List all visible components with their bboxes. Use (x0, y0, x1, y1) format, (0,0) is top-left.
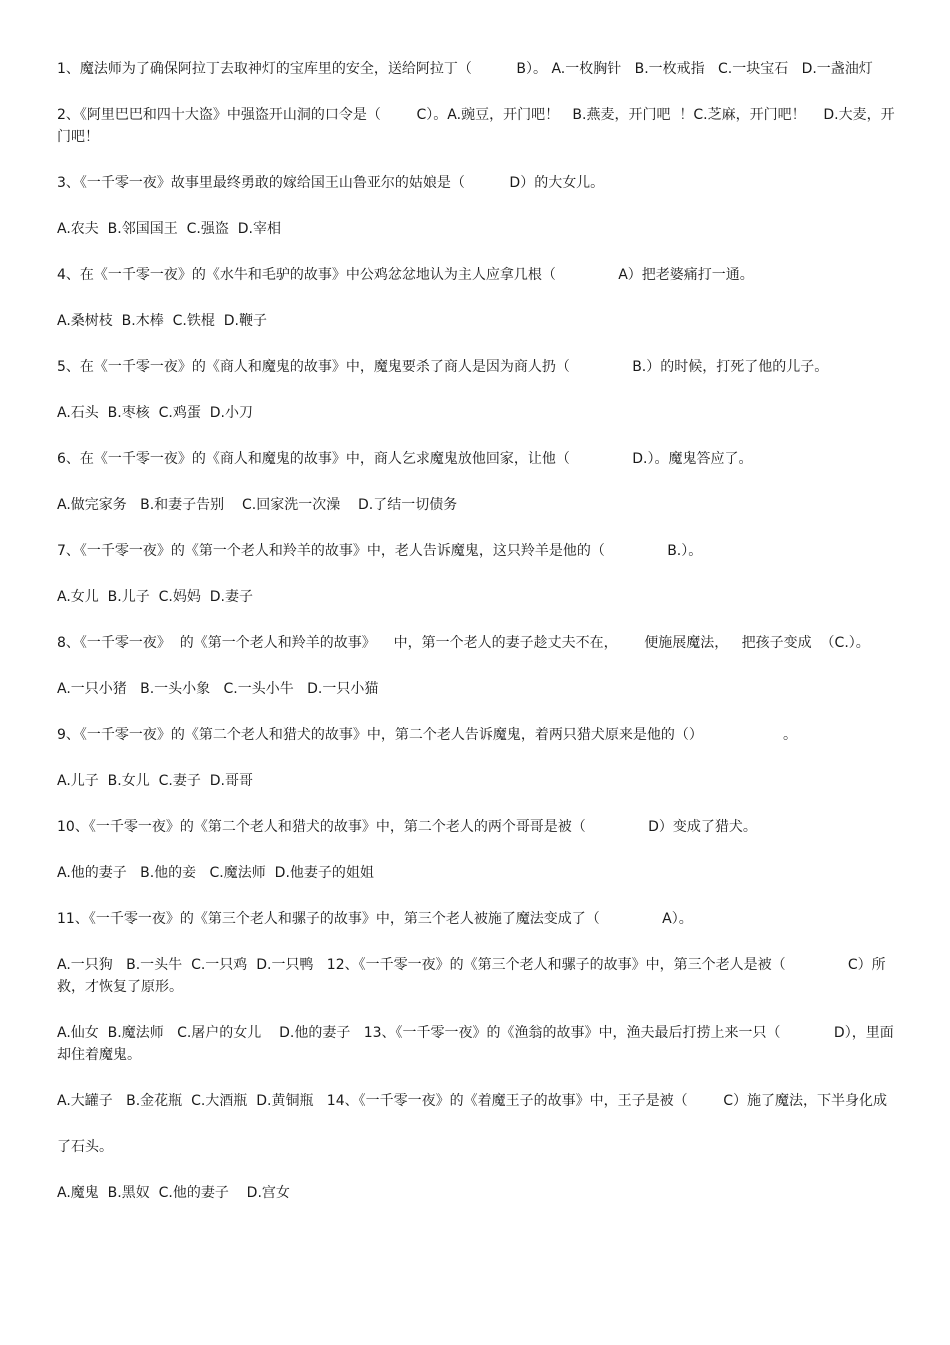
options-7: A.女儿 B.儿子 C.妈妈 D.妻子 (57, 589, 253, 605)
question-11: 11、《一千零一夜》的《第三个老人和骡子的故事》中，第三个老人被施了魔法变成了（ A）。 (57, 911, 693, 927)
options-8: A.一只小猪 B.一头小象 C.一头小牛 D.一只小猫 (57, 681, 379, 697)
options-11-question-12: A.一只狗 B.一头牛 C.一只鸡 D.一只鸭 12、《一千零一夜》的《第三个老人和骡子的故事》中，第三个老人是被（ C）所救，才恢复了原形。 (57, 957, 886, 995)
question-8: 8、《一千零一夜》 的《第一个老人和羚羊的故事》 中，第一个老人的妻子趁丈夫不在， 便施展魔法， 把孩子变成 （C.）。 (57, 635, 870, 651)
options-5: A.石头 B.枣核 C.鸡蛋 D.小刀 (57, 405, 253, 421)
question-2: 2、《阿里巴巴和四十大盗》中强盗开山洞的口令是（ C）。A.豌豆，开门吧！ B.燕麦，开门吧 ！C.芝麻，开门吧！ D.大麦，开门吧！ (57, 107, 895, 145)
question-3: 3、《一千零一夜》故事里最终勇敢的嫁给国王山鲁亚尔的姑娘是（ D）的大女儿。 (57, 175, 605, 191)
options-6: A.做完家务 B.和妻子告别 C.回家洗一次澡 D.了结一切债务 (57, 497, 458, 513)
options-14: A.魔鬼 B.黑奴 C.他的妻子 D.宫女 (57, 1185, 290, 1201)
options-10: A.他的妻子 B.他的妾 C.魔法师 D.他妻子的姐姐 (57, 865, 374, 881)
question-6: 6、在《一千零一夜》的《商人和魔鬼的故事》中，商人乞求魔鬼放他回家，让他（ D.）。魔鬼答应了。 (57, 451, 753, 467)
options-3: A.农夫 B.邻国国王 C.强盗 D.宰相 (57, 221, 281, 237)
options-4: A.桑树枝 B.木棒 C.铁棍 D.鞭子 (57, 313, 267, 329)
options-9: A.儿子 B.女儿 C.妻子 D.哥哥 (57, 773, 253, 789)
question-1: 1、魔法师为了确保阿拉丁去取神灯的宝库里的安全，送给阿拉丁（ B）。 A.一枚胸针 B.一枚戒指 C.一块宝石 D.一盏油灯 (57, 61, 873, 77)
document-page (57, 58, 897, 1228)
question-4: 4、在《一千零一夜》的《水牛和毛驴的故事》中公鸡忿忿地认为主人应拿几根（ A）把老婆痛打一通。 (57, 267, 754, 283)
options-12-question-13: A.仙女 B.魔法师 C.屠户的女儿 D.他的妻子 13、《一千零一夜》的《渔翁的故事》中，渔夫最后打捞上来一只（ D），里面却住着魔鬼。 (57, 1025, 894, 1063)
question-14-continued: 了石头。 (57, 1139, 113, 1155)
question-9: 9、《一千零一夜》的《第二个老人和猎犬的故事》中，第二个老人告诉魔鬼，着两只猎犬原来是他的（） 。 (57, 727, 798, 743)
options-13-question-14: A.大罐子 B.金花瓶 C.大酒瓶 D.黄铜瓶 14、《一千零一夜》的《着魔王子的故事》中，王子是被（ C）施了魔法，下半身化成 (57, 1093, 887, 1109)
question-10: 10、《一千零一夜》的《第二个老人和猎犬的故事》中，第二个老人的两个哥哥是被（ D）变成了猎犬。 (57, 819, 757, 835)
question-7: 7、《一千零一夜》的《第一个老人和羚羊的故事》中，老人告诉魔鬼，这只羚羊是他的（ B.）。 (57, 543, 703, 559)
question-5: 5、在《一千零一夜》的《商人和魔鬼的故事》中，魔鬼要杀了商人是因为商人扔（ B.）的时候，打死了他的儿子。 (57, 359, 829, 375)
